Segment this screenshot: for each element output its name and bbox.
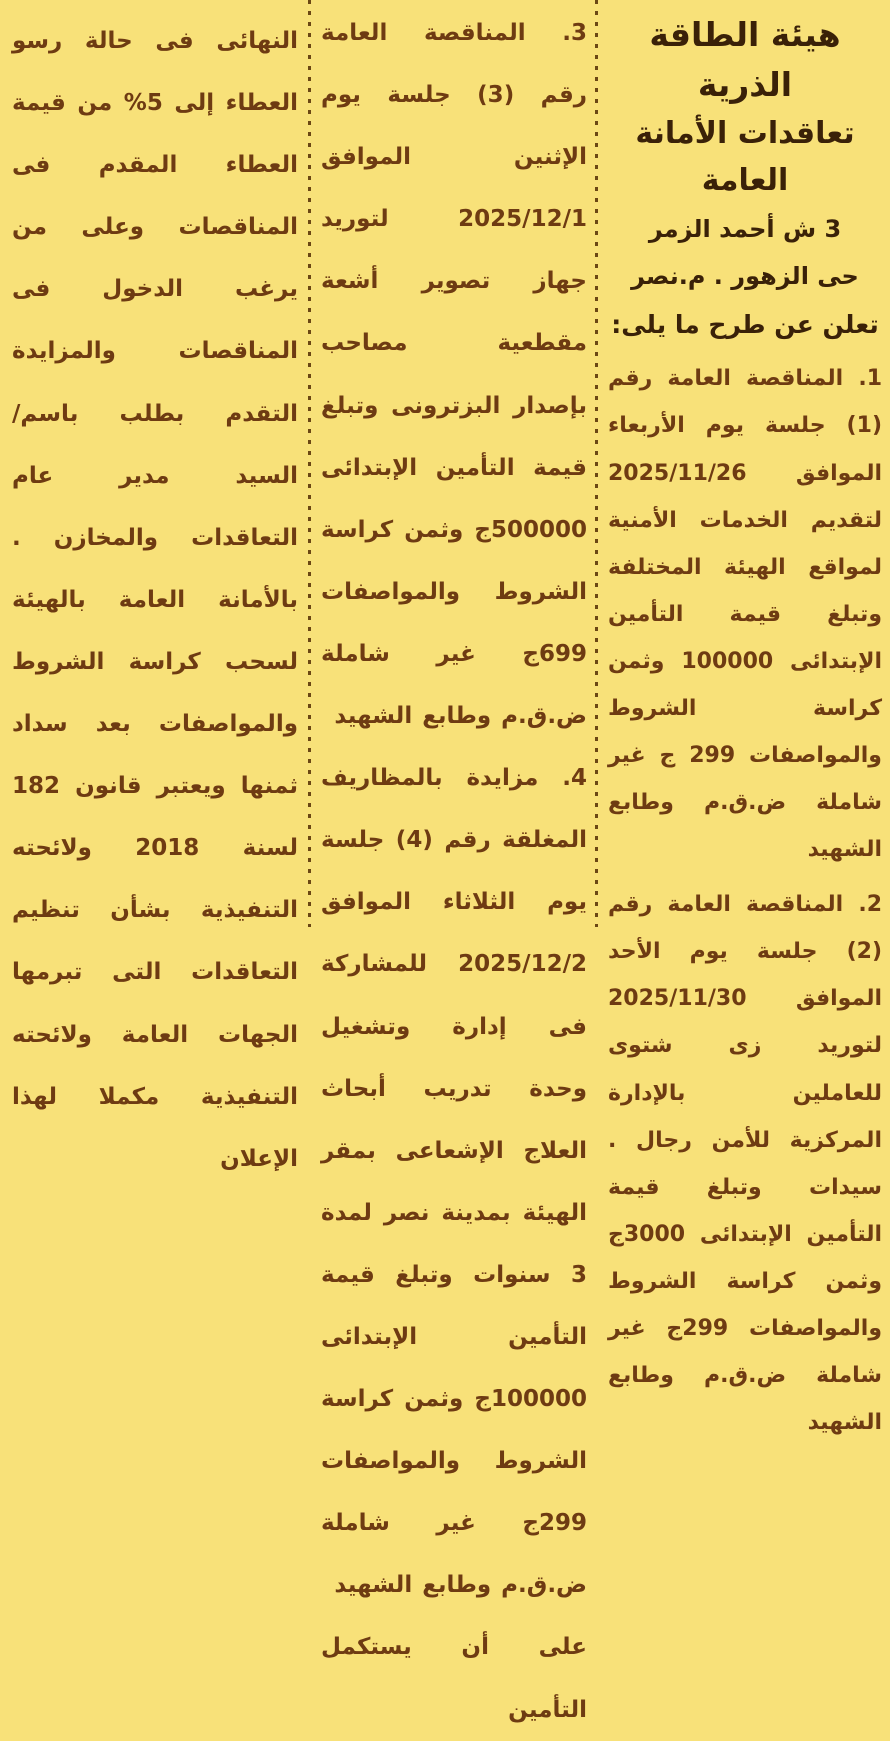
tender-2-paragraph: 2. المناقصة العامة رقم (2) جلسة يوم الأحد الموافق 2025/11/30 لتوريد زى شتوى للعاملين بالإدارة المركزية للأمن رجال . سيدات وتبلغ قيمة التأمين الإبتدائى 3000ج وثمن كراسة الشروط والمواصفات 299ج غير شاملة ض.ق.م وطابع الشهيد (608, 892, 882, 1436)
continuation-paragraph: النهائى فى حالة رسو العطاء إلى 5% من قيمة العطاء المقدم فى المناقصات وعلى من يرغب الدخول فى المناقصات والمزايدة التقدم بطلب باسم/ السيد مدير عام التعاقدات والمخازن . بالأمانة العامة بالهيئة لسحب كراسة الشروط والمواصفات بعد سداد ثمنها ويعتبر قانون 182 لسنة 2018 ولائحته التنفيذية بشأن تنظيم التعاقدات التى تبرمها الجهات العامة ولائحته التنفيذية مكملا لهذا الإعلان (12, 28, 299, 1172)
address-line-2: حى الزهور . م.نصر (631, 262, 859, 291)
column-divider (308, 0, 311, 927)
authority-title: هيئة الطاقة الذرية (649, 15, 841, 104)
address-line-1: 3 ش أحمد الزمر (648, 215, 842, 243)
column-middle (311, 0, 595, 1723)
continuation-lead-line: على أن يستكمل التأمين (321, 1634, 587, 1723)
column-right (598, 0, 890, 1436)
announcement-intro: تعلن عن طرح ما يلى: (611, 310, 879, 340)
tender-3-paragraph: 3. المناقصة العامة رقم (3) جلسة يوم الإثنين الموافق 2025/12/1 لتوريد جهاز تصوير أشعة مقطعية مصاحب بإصدار البزترونى وتبلغ قيمة التأمين الإبتدائى 500000ج وثمن كراسة الشروط والمواصفات 699ج غير شاملة ض.ق.م وطابع الشهيد (321, 20, 587, 730)
column-left (0, 0, 308, 1172)
column-divider (595, 0, 598, 927)
auction-4-paragraph: 4. مزايدة بالمظاريف المغلقة رقم (4) جلسة يوم الثلاثاء الموافق 2025/12/2 للمشاركة فى إدارة وتشغيل وحدة تدريب أبحاث العلاج الإشعاعى بمقر الهيئة بمدينة نصر لمدة 3 سنوات وتبلغ قيمة التأمين الإبتدائى 100000ج وثمن كراسة الشروط والمواصفات 299ج غير شاملة ض.ق.م وطابع الشهيد (321, 765, 587, 1599)
department-title: تعاقدات الأمانة العامة (635, 116, 855, 198)
tender-1-paragraph: 1. المناقصة العامة رقم (1) جلسة يوم الأربعاء الموافق 2025/11/26 لتقديم الخدمات الأمنية لمواقع الهيئة المختلفة وتبلغ قيمة التأمين الإبتدائى 100000 وثمن كراسة الشروط والمواصفات 299 ج غير شاملة ض.ق.م وطابع الشهيد (608, 366, 882, 863)
